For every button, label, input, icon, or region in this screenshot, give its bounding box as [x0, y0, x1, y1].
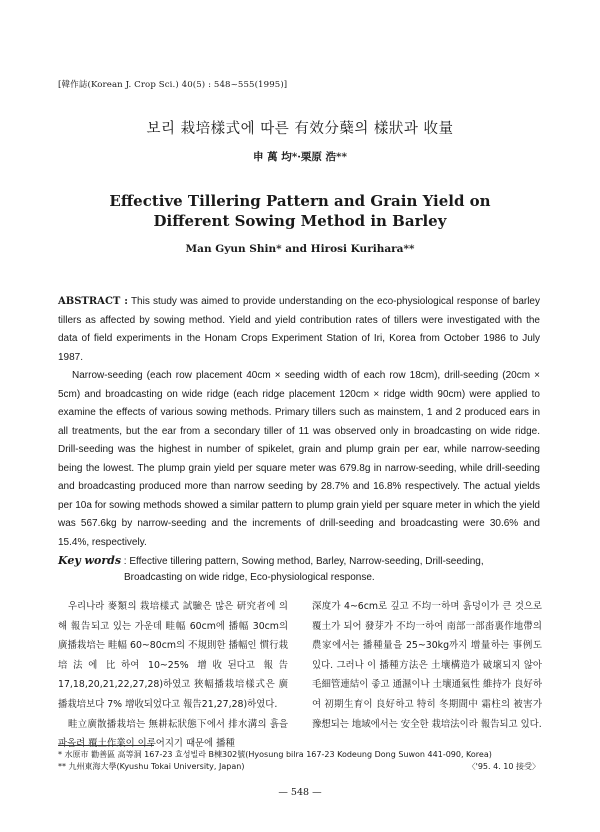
english-authors: Man Gyun Shin* and Hirosi Kurihara** — [185, 243, 415, 255]
journal-citation: [韓作誌(Korean J. Crop Sci.) 40(5) : 548~555(1995)] — [58, 80, 288, 90]
body-paragraph-1: 우리나라 麥類의 栽培樣式 試驗은 많은 研究者에 의해 報告되고 있는 가운데 畦幅 60cm에 播幅 30cm의 廣播栽培는 畦幅 60~80cm의 不規則한 播幅인 慣行栽培法에 比하여 10~25% 增收된다고 報告17,18,20,21,22,27,28)하였고 狹幅播栽培樣式은 廣播栽培보다 7% 增收되었다고 報告21,27,28)하였다. — [58, 601, 288, 710]
body-column-right — [312, 597, 542, 734]
abstract-paragraph-2: Narrow-seeding (each row placement 40cm × seeding width of each row 18cm), drill-seeding (20cm × 5cm) and broadcasting on wide ridge (each ridge placement 120cm × ridge width 90cm) were applied to examine the effects of various sowing methods. Primary tillers such as mainstem, 1 and 2 produced ears in all treatments, but the ear from a secondary tiller of 11 was observed only in broadcasting on wide ridge. Drill-seeding was the highest in number of spikelet, grain and plump grain per ear, while narrow-seeding being the lowest. The plump grain yield per square meter was 679.8g in narrow-seeding, while drill-seeding and broadcasting produced more than narrow seeding by 28.7% and 16.8% respectively. The actual yields per 10a for sowing methods showed a similar pattern to plump grain yield per square meter in which the yield was 567.6kg by narrow-seeding and the increments of drill-seeding and broadcasting were 30.6% and 15.4%, respectively. — [58, 370, 540, 548]
english-title-line-1: Effective Tillering Pattern and Grain Yield on — [109, 192, 491, 210]
footnote-author-1: * 水原市 勸善區 高等洞 167-23 효성빌라 B棟302號(Hyosung bilra 167-23 Kodeung Dong Suwon 441-090, Korea) — [58, 750, 492, 759]
footnote-divider — [58, 745, 154, 746]
korean-title: 보리 栽培樣式에 따른 有效分蘖의 樣狀과 收量 — [146, 121, 454, 137]
body-column-left — [58, 597, 288, 754]
keywords-line-1: : Effective tillering pattern, Sowing method, Barley, Narrow-seeding, Drill-seeding, — [121, 556, 484, 567]
korean-authors: 申 萬 均*·栗原 浩** — [252, 151, 348, 163]
footnote-author-2-row — [58, 761, 540, 772]
abstract — [58, 293, 540, 552]
abstract-text-1: This study was aimed to provide understanding on the eco-physiological response of barley tillers as affected by sowing method. Yield and yield contribution rates of tillers were investigated with the data of field experiments in the Honam Crops Experiment Station of Iri, Korea from October 1986 to July 1987. — [58, 296, 540, 363]
abstract-paragraph-1 — [58, 293, 540, 367]
keywords-line-2: Broadcasting on wide ridge, Eco-physiological response. — [124, 572, 375, 583]
abstract-label: ABSTRACT : — [58, 296, 128, 307]
body-paragraph-3: 深度가 4~6cm로 깊고 不均一하며 흙덩이가 큰 것으로 覆土가 되어 發芽가 不均一하여 南部一部畓裏作地帶의 農家에서는 播種量을 25~30kg까지 增量하는 事例도 있다. 그러나 이 播種方法은 土壤構造가 破壞되지 않아 毛細管連結이 좋고 通濕이나 土壤通氣性 維持가 良好하여 初期生育이 良好하고 特히 冬期間中 霜柱의 被害가 豫想되는 地域에서는 安全한 栽培法이라 報告되고 있다. — [312, 601, 542, 730]
footnote-author-2: ** 九州東海大學(Kyushu Tokai University, Japan) — [58, 762, 245, 771]
keywords-label: Key words — [58, 554, 122, 567]
page-number: — 548 — — [278, 787, 322, 798]
received-date: 〈'95. 4. 10 接受〉 — [467, 762, 540, 771]
english-title — [0, 191, 600, 231]
body-paragraph-2: 畦立廣散播栽培는 無耕耘狀態下에서 排水溝의 흙을 파올려 覆土作業이 이루어지기 때문에 播種 — [58, 718, 288, 750]
keywords — [58, 553, 540, 586]
english-title-line-2: Different Sowing Method in Barley — [153, 212, 447, 230]
